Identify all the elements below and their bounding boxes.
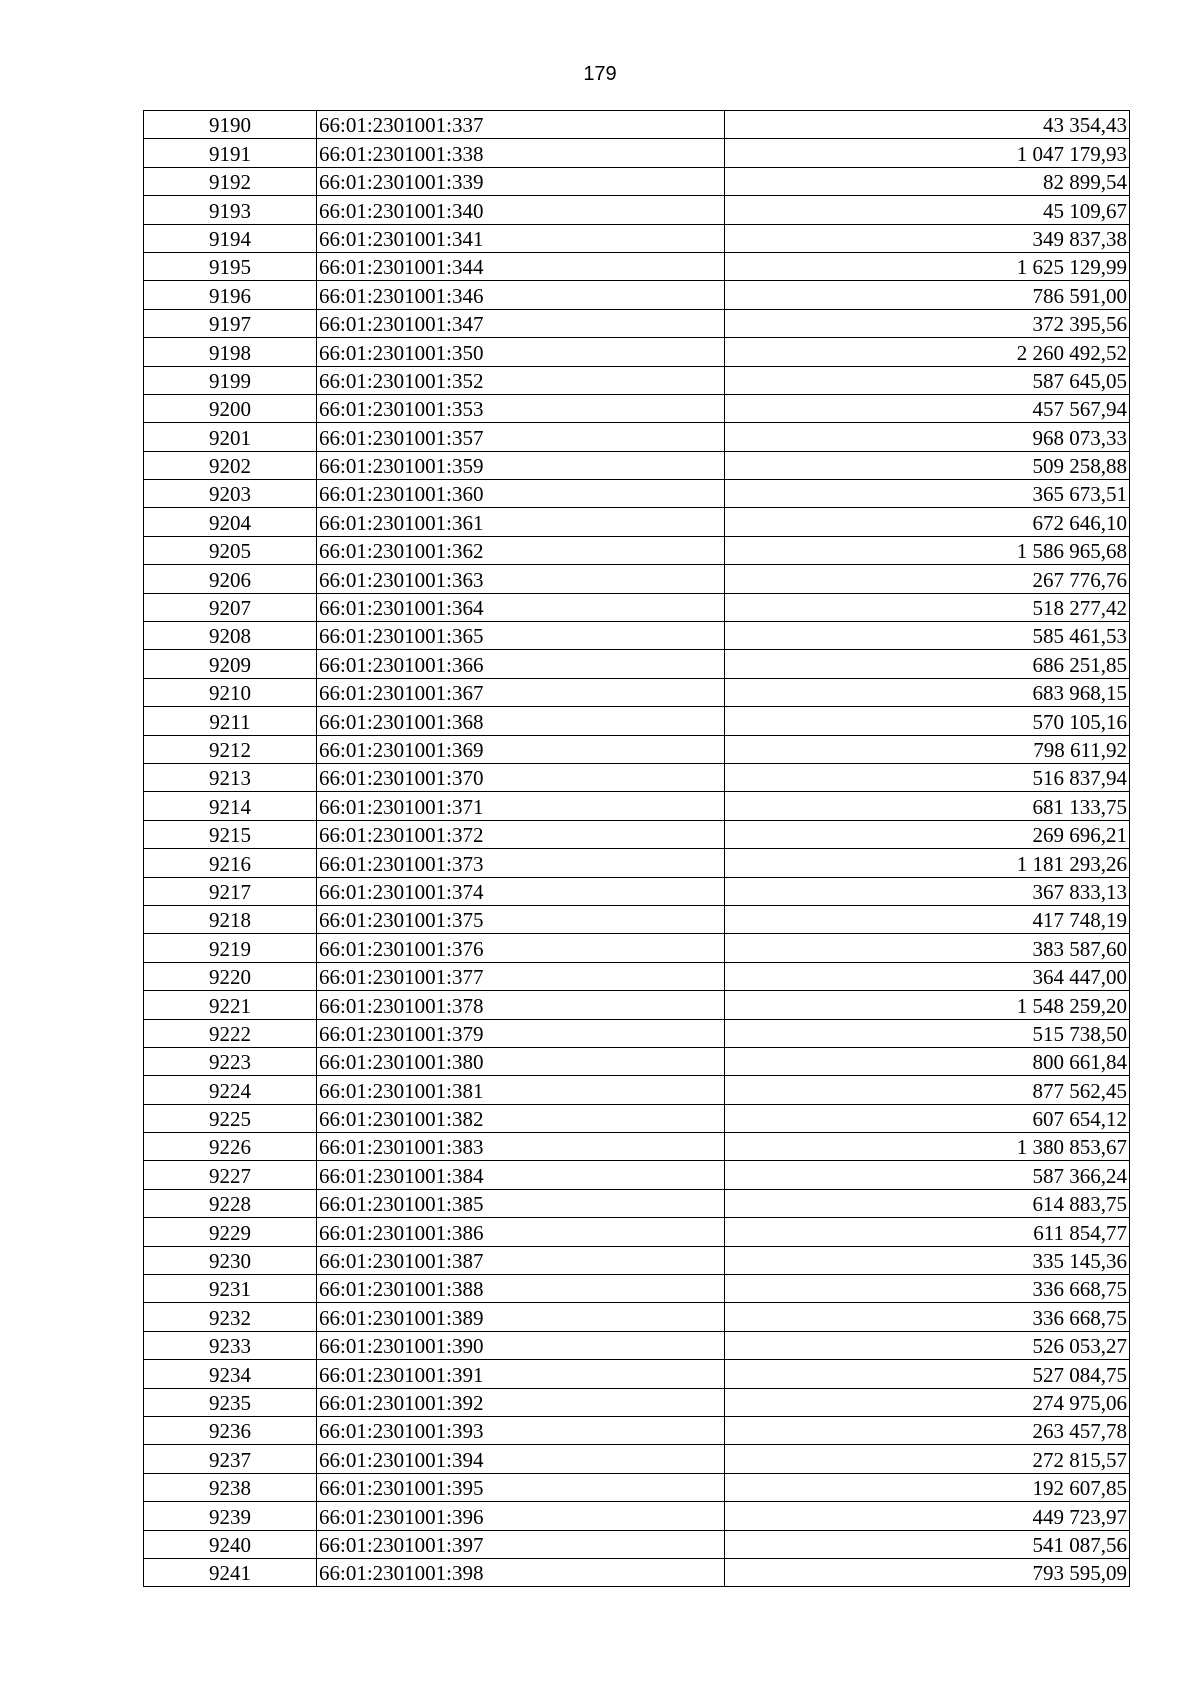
row-number-cell: 9208 <box>144 622 317 650</box>
table-row <box>144 820 1130 848</box>
cadastral-value-cell: 335 145,36 <box>725 1246 1130 1274</box>
cadastral-number-cell: 66:01:2301001:388 <box>317 1275 725 1303</box>
cadastral-value-cell: 1 181 293,26 <box>725 849 1130 877</box>
cadastral-number-cell: 66:01:2301001:374 <box>317 877 725 905</box>
row-number-cell: 9190 <box>144 111 317 139</box>
cadastral-number-cell: 66:01:2301001:378 <box>317 991 725 1019</box>
cadastral-number-cell: 66:01:2301001:363 <box>317 565 725 593</box>
table-row <box>144 1104 1130 1132</box>
cadastral-value-cell: 570 105,16 <box>725 707 1130 735</box>
row-number-cell: 9233 <box>144 1331 317 1359</box>
cadastral-number-cell: 66:01:2301001:367 <box>317 678 725 706</box>
cadastral-number-cell: 66:01:2301001:369 <box>317 735 725 763</box>
table-row <box>144 1331 1130 1359</box>
row-number-cell: 9240 <box>144 1530 317 1558</box>
table-row <box>144 338 1130 366</box>
row-number-cell: 9237 <box>144 1445 317 1473</box>
table-row <box>144 1218 1130 1246</box>
cadastral-number-cell: 66:01:2301001:366 <box>317 650 725 678</box>
cadastral-number-cell: 66:01:2301001:352 <box>317 366 725 394</box>
table-row <box>144 1416 1130 1444</box>
cadastral-value-cell: 526 053,27 <box>725 1331 1130 1359</box>
cadastral-value-cell: 541 087,56 <box>725 1530 1130 1558</box>
row-number-cell: 9231 <box>144 1275 317 1303</box>
row-number-cell: 9221 <box>144 991 317 1019</box>
row-number-cell: 9214 <box>144 792 317 820</box>
row-number-cell: 9197 <box>144 309 317 337</box>
cadastral-value-cell: 449 723,97 <box>725 1502 1130 1530</box>
cadastral-value-cell: 383 587,60 <box>725 934 1130 962</box>
row-number-cell: 9227 <box>144 1161 317 1189</box>
table-row <box>144 1303 1130 1331</box>
table-row <box>144 423 1130 451</box>
row-number-cell: 9198 <box>144 338 317 366</box>
table-row <box>144 1161 1130 1189</box>
row-number-cell: 9224 <box>144 1076 317 1104</box>
cadastral-number-cell: 66:01:2301001:389 <box>317 1303 725 1331</box>
row-number-cell: 9225 <box>144 1104 317 1132</box>
table-row <box>144 792 1130 820</box>
table-row <box>144 934 1130 962</box>
table-row <box>144 139 1130 167</box>
row-number-cell: 9230 <box>144 1246 317 1274</box>
table-row <box>144 536 1130 564</box>
row-number-cell: 9216 <box>144 849 317 877</box>
cadastral-value-cell: 2 260 492,52 <box>725 338 1130 366</box>
row-number-cell: 9215 <box>144 820 317 848</box>
table-row <box>144 1445 1130 1473</box>
row-number-cell: 9234 <box>144 1360 317 1388</box>
cadastral-number-cell: 66:01:2301001:391 <box>317 1360 725 1388</box>
row-number-cell: 9200 <box>144 394 317 422</box>
row-number-cell: 9229 <box>144 1218 317 1246</box>
row-number-cell: 9203 <box>144 480 317 508</box>
table-row <box>144 763 1130 791</box>
row-number-cell: 9239 <box>144 1502 317 1530</box>
row-number-cell: 9238 <box>144 1473 317 1501</box>
cadastral-number-cell: 66:01:2301001:370 <box>317 763 725 791</box>
cadastral-value-cell: 269 696,21 <box>725 820 1130 848</box>
row-number-cell: 9192 <box>144 167 317 195</box>
cadastral-number-cell: 66:01:2301001:381 <box>317 1076 725 1104</box>
cadastral-number-cell: 66:01:2301001:364 <box>317 593 725 621</box>
table-row <box>144 593 1130 621</box>
cadastral-number-cell: 66:01:2301001:377 <box>317 962 725 990</box>
row-number-cell: 9219 <box>144 934 317 962</box>
cadastral-value-cell: 1 625 129,99 <box>725 252 1130 280</box>
cadastral-value-cell: 367 833,13 <box>725 877 1130 905</box>
row-number-cell: 9195 <box>144 252 317 280</box>
cadastral-number-cell: 66:01:2301001:392 <box>317 1388 725 1416</box>
row-number-cell: 9202 <box>144 451 317 479</box>
table-row <box>144 849 1130 877</box>
table-row <box>144 1019 1130 1047</box>
cadastral-number-cell: 66:01:2301001:339 <box>317 167 725 195</box>
cadastral-number-cell: 66:01:2301001:361 <box>317 508 725 536</box>
cadastral-number-cell: 66:01:2301001:383 <box>317 1133 725 1161</box>
cadastral-value-cell: 607 654,12 <box>725 1104 1130 1132</box>
row-number-cell: 9196 <box>144 281 317 309</box>
cadastral-number-cell: 66:01:2301001:387 <box>317 1246 725 1274</box>
table-row <box>144 678 1130 706</box>
table-row <box>144 111 1130 139</box>
cadastral-number-cell: 66:01:2301001:338 <box>317 139 725 167</box>
cadastral-value-cell: 587 366,24 <box>725 1161 1130 1189</box>
cadastral-value-cell: 417 748,19 <box>725 905 1130 933</box>
table-row <box>144 1388 1130 1416</box>
cadastral-number-cell: 66:01:2301001:359 <box>317 451 725 479</box>
cadastral-value-cell: 45 109,67 <box>725 196 1130 224</box>
cadastral-value-cell: 672 646,10 <box>725 508 1130 536</box>
cadastral-value-cell: 516 837,94 <box>725 763 1130 791</box>
cadastral-value-cell: 82 899,54 <box>725 167 1130 195</box>
cadastral-value-cell: 364 447,00 <box>725 962 1130 990</box>
cadastral-value-cell: 611 854,77 <box>725 1218 1130 1246</box>
cadastral-value-cell: 1 586 965,68 <box>725 536 1130 564</box>
cadastral-number-cell: 66:01:2301001:385 <box>317 1189 725 1217</box>
row-number-cell: 9236 <box>144 1416 317 1444</box>
row-number-cell: 9222 <box>144 1019 317 1047</box>
cadastral-value-cell: 585 461,53 <box>725 622 1130 650</box>
row-number-cell: 9206 <box>144 565 317 593</box>
table-body <box>144 111 1130 1587</box>
row-number-cell: 9241 <box>144 1558 317 1586</box>
cadastral-number-cell: 66:01:2301001:365 <box>317 622 725 650</box>
table-row <box>144 451 1130 479</box>
cadastral-number-cell: 66:01:2301001:384 <box>317 1161 725 1189</box>
cadastral-number-cell: 66:01:2301001:390 <box>317 1331 725 1359</box>
row-number-cell: 9228 <box>144 1189 317 1217</box>
cadastral-value-cell: 457 567,94 <box>725 394 1130 422</box>
table-row <box>144 196 1130 224</box>
table-row <box>144 1502 1130 1530</box>
cadastral-value-cell: 515 738,50 <box>725 1019 1130 1047</box>
cadastral-value-cell: 798 611,92 <box>725 735 1130 763</box>
cadastral-value-cell: 43 354,43 <box>725 111 1130 139</box>
row-number-cell: 9210 <box>144 678 317 706</box>
table-row <box>144 877 1130 905</box>
table-row <box>144 366 1130 394</box>
row-number-cell: 9209 <box>144 650 317 678</box>
row-number-cell: 9211 <box>144 707 317 735</box>
cadastral-value-cell: 192 607,85 <box>725 1473 1130 1501</box>
row-number-cell: 9205 <box>144 536 317 564</box>
cadastral-number-cell: 66:01:2301001:360 <box>317 480 725 508</box>
cadastral-number-cell: 66:01:2301001:380 <box>317 1047 725 1075</box>
row-number-cell: 9191 <box>144 139 317 167</box>
cadastral-number-cell: 66:01:2301001:393 <box>317 1416 725 1444</box>
table-row <box>144 905 1130 933</box>
cadastral-value-cell: 1 380 853,67 <box>725 1133 1130 1161</box>
row-number-cell: 9199 <box>144 366 317 394</box>
cadastral-value-cell: 527 084,75 <box>725 1360 1130 1388</box>
table-row <box>144 1473 1130 1501</box>
row-number-cell: 9194 <box>144 224 317 252</box>
table-row <box>144 991 1130 1019</box>
row-number-cell: 9226 <box>144 1133 317 1161</box>
table-row <box>144 252 1130 280</box>
table-row <box>144 1246 1130 1274</box>
cadastral-number-cell: 66:01:2301001:350 <box>317 338 725 366</box>
table-row <box>144 1076 1130 1104</box>
row-number-cell: 9204 <box>144 508 317 536</box>
row-number-cell: 9193 <box>144 196 317 224</box>
cadastral-number-cell: 66:01:2301001:382 <box>317 1104 725 1132</box>
cadastral-number-cell: 66:01:2301001:396 <box>317 1502 725 1530</box>
table-row <box>144 1360 1130 1388</box>
cadastral-value-cell: 1 047 179,93 <box>725 139 1130 167</box>
cadastral-number-cell: 66:01:2301001:394 <box>317 1445 725 1473</box>
cadastral-value-cell: 267 776,76 <box>725 565 1130 593</box>
cadastral-value-cell: 509 258,88 <box>725 451 1130 479</box>
cadastral-value-cell: 274 975,06 <box>725 1388 1130 1416</box>
cadastral-value-cell: 793 595,09 <box>725 1558 1130 1586</box>
cadastral-number-cell: 66:01:2301001:340 <box>317 196 725 224</box>
cadastral-value-cell: 336 668,75 <box>725 1303 1130 1331</box>
cadastral-value-cell: 272 815,57 <box>725 1445 1130 1473</box>
cadastral-value-cell: 336 668,75 <box>725 1275 1130 1303</box>
cadastral-number-cell: 66:01:2301001:357 <box>317 423 725 451</box>
cadastral-number-cell: 66:01:2301001:375 <box>317 905 725 933</box>
cadastral-value-cell: 1 548 259,20 <box>725 991 1130 1019</box>
cadastral-value-cell: 365 673,51 <box>725 480 1130 508</box>
cadastral-number-cell: 66:01:2301001:397 <box>317 1530 725 1558</box>
row-number-cell: 9223 <box>144 1047 317 1075</box>
table-row <box>144 394 1130 422</box>
row-number-cell: 9232 <box>144 1303 317 1331</box>
row-number-cell: 9217 <box>144 877 317 905</box>
table-row <box>144 962 1130 990</box>
row-number-cell: 9201 <box>144 423 317 451</box>
cadastral-number-cell: 66:01:2301001:371 <box>317 792 725 820</box>
cadastral-number-cell: 66:01:2301001:368 <box>317 707 725 735</box>
row-number-cell: 9218 <box>144 905 317 933</box>
table-row <box>144 1530 1130 1558</box>
table-row <box>144 1558 1130 1586</box>
table-row <box>144 1189 1130 1217</box>
cadastral-number-cell: 66:01:2301001:344 <box>317 252 725 280</box>
row-number-cell: 9220 <box>144 962 317 990</box>
row-number-cell: 9207 <box>144 593 317 621</box>
cadastral-number-cell: 66:01:2301001:337 <box>317 111 725 139</box>
cadastral-value-cell: 518 277,42 <box>725 593 1130 621</box>
cadastral-number-cell: 66:01:2301001:379 <box>317 1019 725 1047</box>
cadastral-value-cell: 587 645,05 <box>725 366 1130 394</box>
table-row <box>144 735 1130 763</box>
table-row <box>144 650 1130 678</box>
cadastral-number-cell: 66:01:2301001:346 <box>317 281 725 309</box>
cadastral-number-cell: 66:01:2301001:398 <box>317 1558 725 1586</box>
table-row <box>144 1275 1130 1303</box>
table-row <box>144 309 1130 337</box>
table-row <box>144 1047 1130 1075</box>
cadastral-number-cell: 66:01:2301001:362 <box>317 536 725 564</box>
table-row <box>144 281 1130 309</box>
cadastral-value-cell: 681 133,75 <box>725 792 1130 820</box>
table-row <box>144 167 1130 195</box>
cadastral-value-cell: 800 661,84 <box>725 1047 1130 1075</box>
cadastral-value-cell: 614 883,75 <box>725 1189 1130 1217</box>
cadastral-value-cell: 786 591,00 <box>725 281 1130 309</box>
cadastral-value-cell: 968 073,33 <box>725 423 1130 451</box>
cadastral-number-cell: 66:01:2301001:341 <box>317 224 725 252</box>
cadastral-number-cell: 66:01:2301001:353 <box>317 394 725 422</box>
table-row <box>144 480 1130 508</box>
cadastral-value-cell: 686 251,85 <box>725 650 1130 678</box>
cadastral-number-cell: 66:01:2301001:376 <box>317 934 725 962</box>
cadastral-value-cell: 372 395,56 <box>725 309 1130 337</box>
page-number: 179 <box>583 63 617 85</box>
cadastral-value-cell: 683 968,15 <box>725 678 1130 706</box>
cadastral-number-cell: 66:01:2301001:373 <box>317 849 725 877</box>
row-number-cell: 9235 <box>144 1388 317 1416</box>
table-row <box>144 565 1130 593</box>
row-number-cell: 9213 <box>144 763 317 791</box>
cadastral-value-cell: 263 457,78 <box>725 1416 1130 1444</box>
cadastral-number-cell: 66:01:2301001:395 <box>317 1473 725 1501</box>
cadastral-number-cell: 66:01:2301001:347 <box>317 309 725 337</box>
cadastral-value-cell: 877 562,45 <box>725 1076 1130 1104</box>
cadastral-value-table <box>143 110 1130 1587</box>
table-row <box>144 508 1130 536</box>
table-row <box>144 622 1130 650</box>
cadastral-number-cell: 66:01:2301001:386 <box>317 1218 725 1246</box>
table-row <box>144 224 1130 252</box>
table-row <box>144 1133 1130 1161</box>
cadastral-number-cell: 66:01:2301001:372 <box>317 820 725 848</box>
row-number-cell: 9212 <box>144 735 317 763</box>
table-row <box>144 707 1130 735</box>
cadastral-value-cell: 349 837,38 <box>725 224 1130 252</box>
